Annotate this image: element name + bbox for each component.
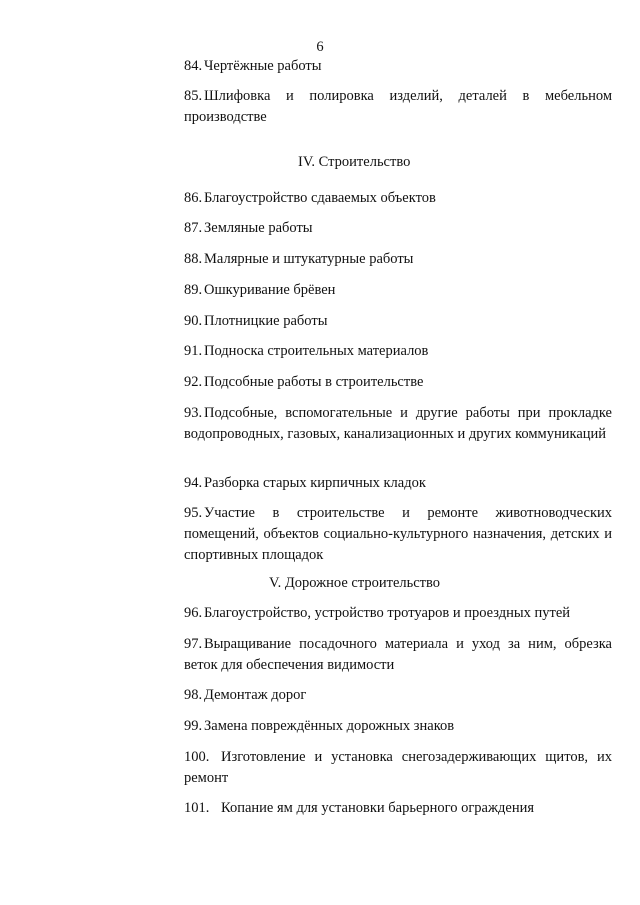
item-number: 94.: [184, 475, 203, 491]
item-text: Чертёжные работы: [204, 58, 322, 74]
item-number: 96.: [184, 605, 203, 621]
item-text: Малярные и штукатурные работы: [204, 251, 414, 267]
item-number: 89.: [184, 282, 203, 298]
list-item: [184, 249, 612, 270]
list-item: [184, 798, 612, 819]
item-text: Участие в строительстве и ремонте животноводческих помещений, объектов социально-культурного назначения, детских и спортивных площадок: [184, 505, 612, 563]
list-item: [184, 473, 612, 494]
list-item: [184, 747, 612, 789]
section-heading: V. Дорожное строительство: [269, 575, 440, 591]
item-text: Благоустройство сдаваемых объектов: [204, 190, 436, 206]
item-number: 84.: [184, 58, 203, 74]
item-number: 85.: [184, 88, 203, 104]
item-text: Плотницкие работы: [204, 313, 328, 329]
item-number: 95.: [184, 505, 203, 521]
item-number: 101.: [184, 800, 210, 816]
list-item: [184, 218, 612, 239]
list-item: [184, 280, 612, 301]
page-number: 6: [316, 39, 324, 55]
list-item: [184, 341, 612, 362]
section-heading: IV. Строительство: [298, 154, 411, 170]
item-number: 100.: [184, 749, 210, 765]
item-text: Подсобные, вспомогательные и другие работы при прокладке водопроводных, газовых, канализационных и других коммуникаций: [184, 405, 612, 442]
item-number: 99.: [184, 718, 203, 734]
item-number: 93.: [184, 405, 203, 421]
item-text: Разборка старых кирпичных кладок: [204, 475, 426, 491]
list-item: [184, 503, 612, 566]
item-number: 98.: [184, 687, 203, 703]
item-text: Подсобные работы в строительстве: [204, 374, 424, 390]
item-text: Подноска строительных материалов: [204, 343, 429, 359]
item-number: 91.: [184, 343, 203, 359]
item-number: 92.: [184, 374, 203, 390]
item-text: Замена повреждённых дорожных знаков: [204, 718, 455, 734]
item-number: 90.: [184, 313, 203, 329]
item-text: Ошкуривание брёвен: [204, 282, 336, 298]
item-text: Демонтаж дорог: [204, 687, 307, 703]
list-item: [184, 716, 612, 737]
list-item: [184, 685, 612, 706]
item-text: Шлифовка и полировка изделий, деталей в мебельном производстве: [184, 88, 612, 125]
list-item: [184, 188, 612, 209]
item-number: 86.: [184, 190, 203, 206]
item-number: 88.: [184, 251, 203, 267]
item-text: Благоустройство, устройство тротуаров и проездных путей: [204, 605, 571, 621]
item-number: 97.: [184, 636, 203, 652]
list-item: [184, 311, 612, 332]
list-item: [184, 403, 612, 445]
list-item: [184, 56, 612, 77]
item-text: Земляные работы: [204, 220, 313, 236]
list-item: [184, 372, 612, 393]
list-item: [184, 634, 612, 676]
list-item: [184, 603, 612, 624]
item-number: 87.: [184, 220, 203, 236]
item-text: Выращивание посадочного материала и уход за ним, обрезка веток для обеспечения видимости: [184, 636, 612, 673]
item-text: Копание ям для установки барьерного ограждения: [221, 800, 535, 816]
item-text: Изготовление и установка снегозадерживающих щитов, их ремонт: [184, 749, 612, 786]
list-item: [184, 86, 612, 128]
